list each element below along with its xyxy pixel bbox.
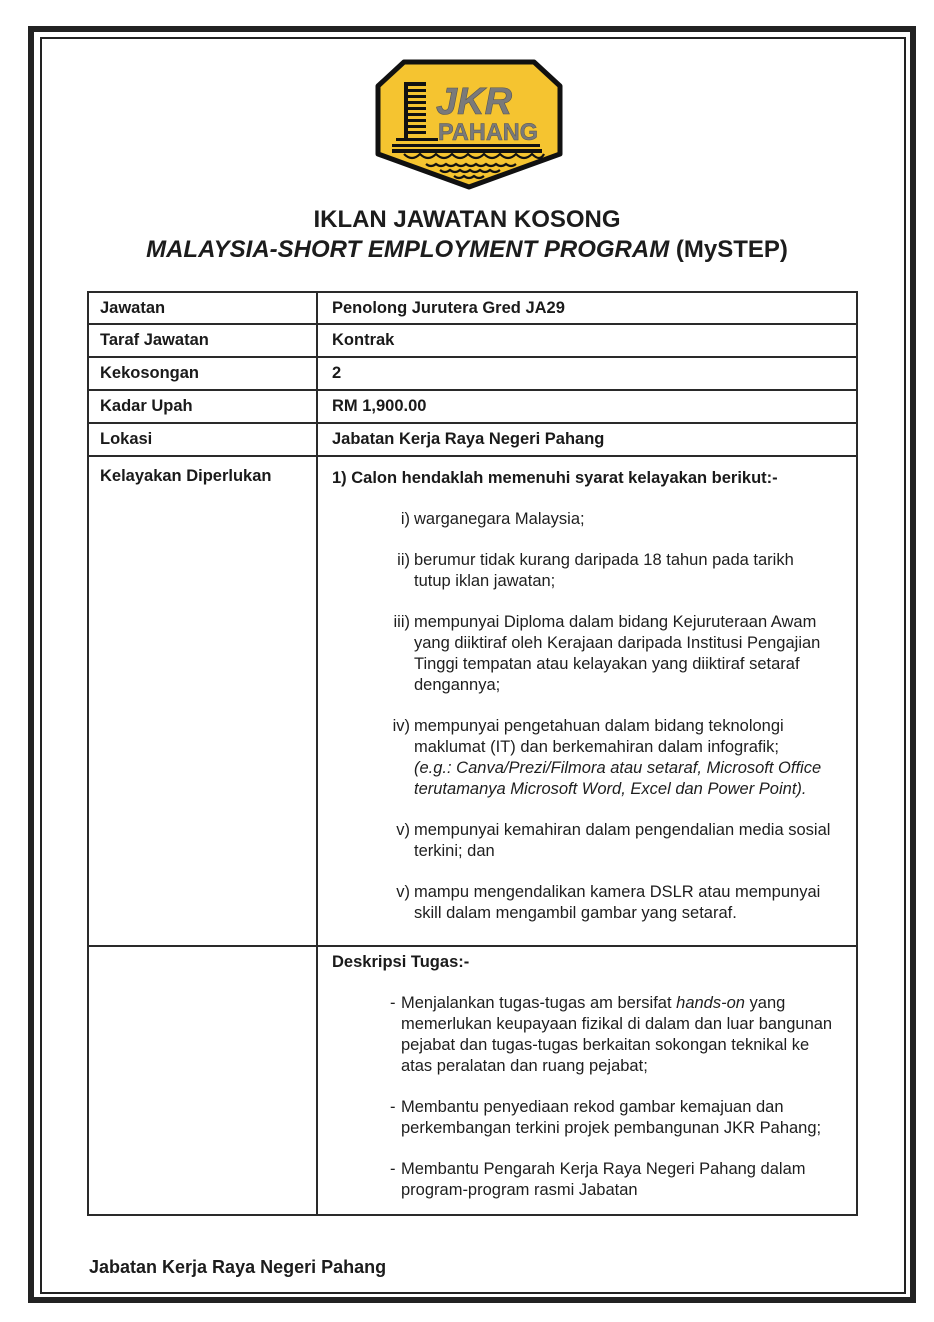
table-row-lokasi [88, 423, 857, 456]
page-title: IKLAN JAWATAN KOSONG [313, 206, 621, 233]
item-line: mempunyai Diploma dalam bidang Kejuruteraan Awam [414, 613, 817, 631]
row-value: Kontrak [317, 324, 857, 357]
item-line: Membantu penyediaan rekod gambar kemajuan dan [401, 1098, 784, 1116]
item-number: i) [400, 510, 410, 528]
item-line: program-program rasmi Jabatan [401, 1181, 638, 1199]
row-label-empty [88, 946, 317, 1215]
item-dash: - [390, 994, 396, 1012]
item-line: atas peralatan dan ruang pejabat; [401, 1057, 648, 1075]
duty-item [390, 1159, 856, 1201]
row-value: Penolong Jurutera Gred JA29 [317, 292, 857, 324]
table-row-deskripsi-tugas [88, 946, 857, 1215]
item-line: dengannya; [414, 676, 501, 694]
row-label: Kelayakan Diperlukan [88, 456, 317, 946]
item-line: maklumat (IT) dan berkemahiran dalam infografik; [414, 738, 779, 756]
item-line: terkini; dan [414, 842, 495, 860]
logo-text-jkr: JKR [436, 81, 513, 123]
duties-heading: Deskripsi Tugas:- [332, 953, 470, 971]
item-dash: - [390, 1098, 396, 1116]
qualification-item [390, 550, 856, 592]
qualification-item [390, 716, 856, 800]
qualifications-cell [317, 456, 857, 946]
table-row-jawatan [88, 292, 857, 324]
duties-list [332, 993, 856, 1201]
item-line: skill dalam mengambil gambar yang setaraf. [414, 904, 737, 922]
jkr-pahang-logo [374, 54, 564, 190]
item-line: yang [744, 994, 786, 1012]
row-value: Jabatan Kerja Raya Negeri Pahang [317, 423, 857, 456]
job-info-table [87, 291, 858, 1216]
row-label: Jawatan [88, 292, 317, 324]
row-label: Lokasi [88, 423, 317, 456]
item-line: warganegara Malaysia; [414, 510, 585, 528]
logo-text-pahang: PAHANG [438, 119, 538, 146]
item-line: perkembangan terkini projek pembangunan JKR Pahang; [401, 1119, 822, 1137]
item-number: iv) [392, 717, 410, 735]
page-subtitle [0, 236, 934, 264]
item-line: memerlukan keupayaan fizikal di dalam dan luar bangunan [401, 1015, 833, 1033]
item-line: yang diiktiraf oleh Kerajaan daripada Institusi Pengajian [414, 634, 821, 652]
item-number: iii) [393, 613, 410, 631]
qualification-item [390, 612, 856, 696]
program-name: MALAYSIA-SHORT EMPLOYMENT PROGRAM [146, 236, 670, 263]
row-label: Kekosongan [88, 357, 317, 390]
qualification-item [390, 820, 856, 862]
program-acronym: (MySTEP) [675, 236, 788, 263]
item-line: mampu mengendalikan kamera DSLR atau mempunyai [414, 883, 821, 901]
footer-department-name: Jabatan Kerja Raya Negeri Pahang [89, 1257, 387, 1277]
item-number: v) [396, 821, 410, 839]
item-line: berumur tidak kurang daripada 18 tahun pada tarikh [414, 551, 794, 569]
row-value: 2 [317, 357, 857, 390]
item-number: v) [396, 883, 410, 901]
item-line-italic: (e.g.: Canva/Prezi/Filmora atau setaraf, Microsoft Office [414, 759, 822, 777]
table-row-kadar-upah [88, 390, 857, 423]
qualifications-list [332, 509, 856, 924]
qualification-item [390, 509, 856, 530]
item-line: mempunyai kemahiran dalam pengendalian media sosial [414, 821, 831, 839]
item-dash: - [390, 1160, 396, 1178]
table-row-taraf-jawatan [88, 324, 857, 357]
item-italic-term: hands-on [676, 994, 745, 1012]
row-label: Taraf Jawatan [88, 324, 317, 357]
qualifications-heading: 1) Calon hendaklah memenuhi syarat kelayakan berikut:- [332, 469, 778, 487]
item-line: tutup iklan jawatan; [414, 572, 556, 590]
row-value: RM 1,900.00 [317, 390, 857, 423]
duties-cell [317, 946, 857, 1215]
item-line: Tinggi tempatan atau kelayakan yang diiktiraf setaraf [414, 655, 800, 673]
row-label: Kadar Upah [88, 390, 317, 423]
item-number: ii) [397, 551, 410, 569]
duty-item [390, 993, 856, 1077]
table-row-kekosongan [88, 357, 857, 390]
item-line: pejabat dan tugas-tugas berkaitan sokongan teknikal ke [401, 1036, 810, 1054]
table-row-kelayakan [88, 456, 857, 946]
duty-item [390, 1097, 856, 1139]
item-line: Menjalankan tugas-tugas am bersifat [401, 994, 677, 1012]
item-line: Membantu Pengarah Kerja Raya Negeri Pahang dalam [401, 1160, 806, 1178]
item-line: mempunyai pengetahuan dalam bidang teknolongi [414, 717, 784, 735]
item-line-italic: terutamanya Microsoft Word, Excel dan Power Point). [414, 780, 807, 798]
qualification-item [390, 882, 856, 924]
